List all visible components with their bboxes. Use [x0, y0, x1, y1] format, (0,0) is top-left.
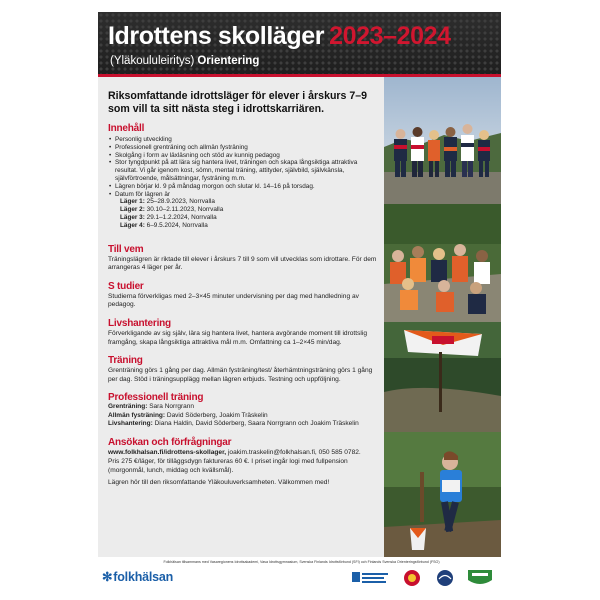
runner-photo — [384, 432, 501, 557]
contact-text — [108, 449, 380, 458]
control-flag-photo-art — [384, 322, 501, 432]
folkhalsan-logo-text: folkhälsan — [113, 570, 174, 584]
title-year: 2023–2024 — [329, 22, 451, 50]
page-subtitle — [110, 55, 259, 67]
title-text: Idrottens skolläger — [108, 22, 325, 50]
section-heading: Till vem — [108, 243, 144, 255]
athletes-sitting-photo — [384, 204, 501, 322]
trainer-row — [108, 420, 380, 428]
partner-logos — [352, 568, 500, 588]
innehall-list — [108, 136, 380, 198]
trainer-label: Allmän fysträning: — [108, 411, 166, 419]
section-text: Grenträning görs 1 gång per dag. Allmän fysträning/test/ återhämtningsträning görs 1 gång per dag. Stöd i träningsupplägg mellan lägren erbjuds. Testning och uppföljning. — [108, 367, 373, 383]
trainer-row — [108, 412, 380, 420]
trainer-value: Diana Haldin, David Söderberg, Saara Norrgrann och Joakim Träskelin — [154, 420, 359, 428]
application-link[interactable]: www.folkhalsan.fi/idrottens-skollager, — [108, 448, 227, 456]
folkhalsan-logo — [102, 569, 173, 584]
section-ansokan — [108, 437, 380, 488]
section-heading: Innehåll — [108, 123, 145, 134]
vasa-academy-logo — [437, 570, 453, 586]
section-livshantering — [108, 318, 380, 347]
poster — [98, 12, 501, 588]
section-text: Studierna förverkligas med 2–3×45 minuter undervisning per dag med handledning av pedagog. — [108, 292, 359, 309]
section-heading: Ansökan och förfrågningar — [108, 436, 232, 448]
section-innehall — [108, 123, 380, 230]
team-group-photo-art — [384, 77, 501, 204]
camp-label: Läger 4: — [120, 221, 145, 229]
section-traning — [108, 355, 380, 384]
header-banner — [98, 12, 501, 74]
trainer-row — [108, 403, 380, 411]
sfi-logo — [404, 570, 420, 586]
list-item: • Professionell grenträning och allmän fysträning — [108, 144, 380, 152]
runner-photo-art — [384, 432, 501, 557]
footnote: Folkhälsan tillsammans med Vasaregionens Idrottsakademi, Vasa Idrottsgymnasium, Svenska Finlands Idrottsförbund (SFI) och Finlands Svenska Orienteringsförbund (FSO) — [163, 560, 440, 564]
section-text: Träningslägren är riktade till elever i årskurs 7 till 9 som vill utvecklas som idrottare. För dem arrangeras 4 läger per år. — [108, 255, 377, 272]
section-text: Förverkligande av sig själv, lära sig hantera livet, hantera avgörande moment till idrottslig framgång, skapa långsiktiga attraktiva mål m.m. Omfattning ca 1–2×45 min/dag. — [108, 329, 367, 346]
list-item: • Stor tyngdpunkt på att lära sig hantera livet, träningen och skapa långsiktiga attraktiva resultat. Vi går igenom kost, sömn, mental träning, attityder, självbild, självkänsla, självförtroende, målsättningar, fysträning m.m. — [108, 159, 380, 182]
section-heading: Träning — [108, 355, 143, 367]
control-flag-photo — [384, 322, 501, 432]
subtitle-finnish: (Yläkoululeiritys) — [110, 55, 195, 67]
camp-value: 30.10–2.11.2023, Norrvalla — [146, 206, 224, 214]
camp-row — [120, 214, 380, 222]
section-professionell — [108, 392, 380, 428]
contact-info: joakim.traskelin@folkhalsan.fi, 050 585 0782. — [227, 448, 361, 456]
snowflake-icon: ✻ — [102, 570, 113, 584]
footer-logos — [98, 566, 501, 588]
camp-label: Läger 1: — [120, 198, 145, 206]
camp-label: Läger 2: — [120, 206, 145, 214]
camp-row — [120, 206, 380, 214]
photo-column — [384, 77, 501, 557]
closing-text: Lägren hör till den riksomfattande Yläkouluverksamheten. Välkommen med! — [108, 479, 330, 487]
section-heading: S tudier — [108, 280, 144, 292]
finnish-ministry-logo — [352, 572, 388, 583]
team-group-photo — [384, 77, 501, 204]
intro-text: Riksomfattande idrottsläger för elever i årskurs 7–9 som vill ta sitt nästa steg i idrottskarriären. — [108, 90, 368, 115]
list-item: • Datum för lägren är — [108, 191, 380, 199]
subtitle-sport: Orientering — [197, 55, 260, 67]
price-text: Pris 275 €/läger, för tilläggsdygn faktureras 60 €. I priset ingår logi med fullpension (morgonmål, lunch, middag och kvällsmål). — [108, 458, 348, 474]
content-column — [108, 90, 380, 496]
page-title — [108, 22, 451, 51]
camp-row — [120, 222, 380, 230]
section-heading: Livshantering — [108, 317, 171, 329]
section-studier — [108, 281, 380, 310]
list-item: • Personlig utveckling — [108, 136, 380, 144]
trainer-label: Grenträning: — [108, 403, 148, 411]
list-item: • Lägren börjar kl. 9 på måndag morgon och slutar kl. 14–16 på torsdag. — [108, 183, 380, 191]
list-item: • Skolgång i form av läxläsning och stöd av kunnig pedagog — [108, 152, 380, 160]
camp-value: 25–28.9.2023, Norrvalla — [146, 198, 215, 206]
camp-value: 6–9.5.2024, Norrvalla — [146, 221, 208, 229]
athletes-sitting-photo-art — [384, 204, 501, 322]
camp-dates — [120, 198, 380, 229]
section-tillvem — [108, 244, 380, 273]
trainer-value: Sara Norrgrann — [149, 403, 194, 411]
camp-row — [120, 198, 380, 206]
fso-logo — [468, 570, 492, 584]
section-heading: Professionell träning — [108, 392, 204, 404]
camp-value: 29.1–1.2.2024, Norrvalla — [146, 213, 217, 221]
trainer-label: Livshantering: — [108, 420, 153, 428]
trainer-value: David Söderberg, Joakim Träskelin — [166, 411, 268, 419]
camp-label: Läger 3: — [120, 213, 145, 221]
